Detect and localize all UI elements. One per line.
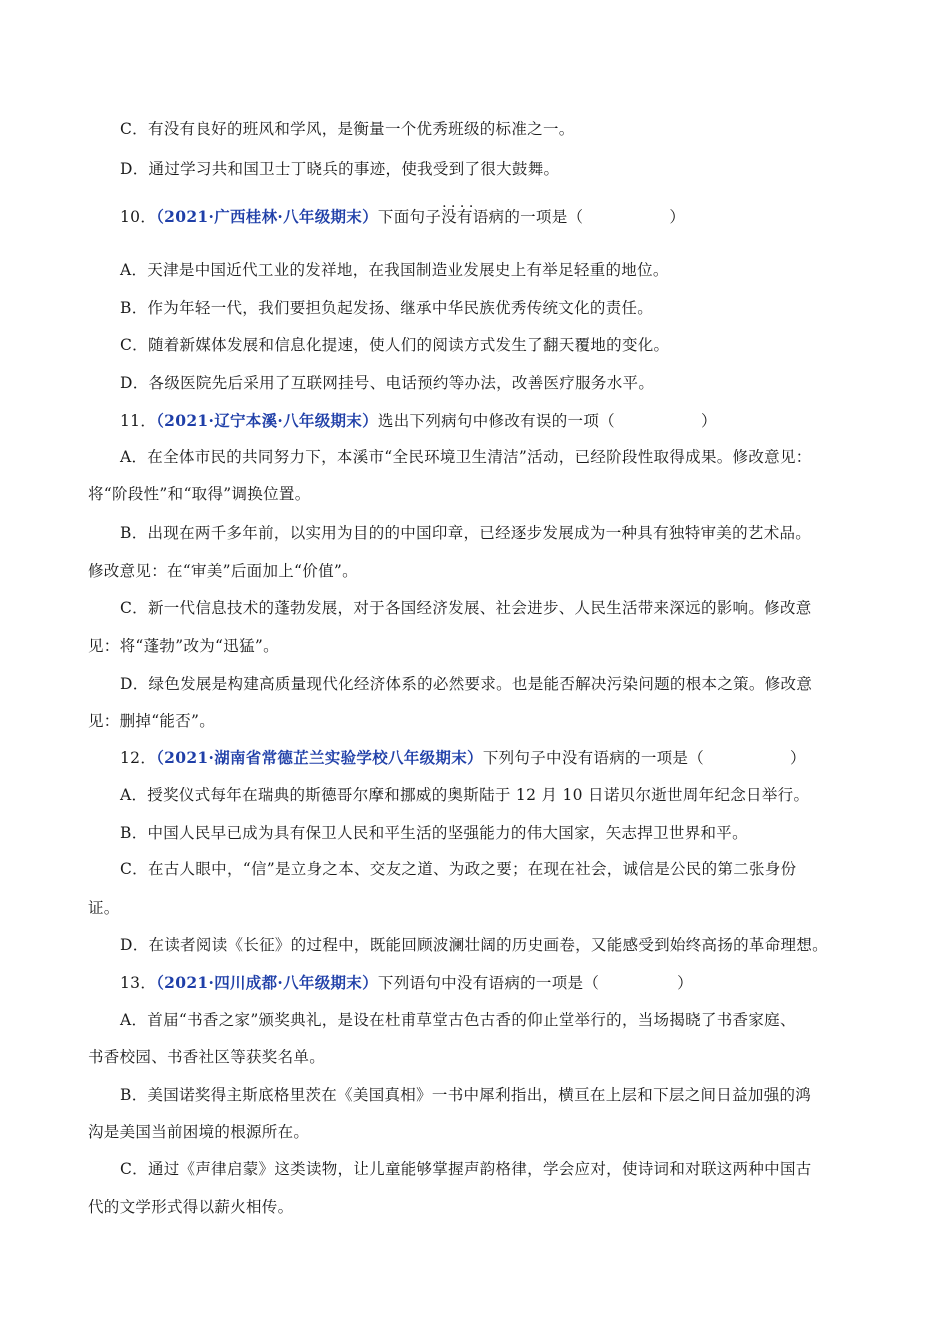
q13-option-c-line2: 代的文学形式得以薪火相传。 — [88, 1198, 294, 1216]
q11-option-b-line2: 修改意见：在“审美”后面加上“价值”。 — [88, 562, 358, 580]
q13-stem-text: 下列语句中没有语病的一项是（ — [377, 974, 600, 992]
q13-number: 13． — [120, 974, 157, 992]
q11-option-d-line1: D．绿色发展是构建高质量现代化经济体系的必然要求。也是能否解决污染问题的根本之策。修改意 — [120, 675, 813, 693]
q11-option-b-line1: B．出现在两千多年前，以实用为目的的中国印章，已经逐步发展成为一种具有独特审美的艺术品。 — [120, 524, 812, 542]
q12-option-d: D．在读者阅读《长征》的过程中，既能回顾波澜壮阔的历史画卷，又能感受到始终高扬的革命理想。 — [120, 936, 828, 954]
q13-stem — [120, 972, 864, 994]
q11-option-d-line2: 见：删掉“能否”。 — [88, 712, 216, 730]
q10-stem-emphasis: · · 没有语病 — [441, 208, 504, 226]
q13-option-a-line1: A．首届“书香之家”颁奖典礼，是设在杜甫草堂古色古香的仰止堂举行的，当场揭晓了书香家庭、 — [120, 1011, 796, 1029]
q10-close: ） — [669, 208, 686, 226]
q10-option-c: C．随着新媒体发展和信息化提速，使人们的阅读方式发生了翻天覆地的变化。 — [120, 336, 670, 354]
q10-stem — [120, 206, 864, 228]
q13-close: ） — [677, 974, 693, 992]
q11-number: 11． — [120, 412, 157, 430]
q13-option-b-line2: 沟是美国当前困境的根源所在。 — [88, 1123, 310, 1141]
q10-stem-post: 的一项是（ — [504, 208, 584, 226]
q11-source: （2021·辽宁本溪·八年级期末） — [156, 411, 378, 430]
q10-option-d: D．各级医院先后采用了互联网挂号、电话预约等办法，改善医疗服务水平。 — [120, 374, 655, 392]
q13-option-a-line2: 书香校园、书香社区等获奖名单。 — [88, 1048, 326, 1066]
q12-stem — [120, 747, 864, 769]
q9-option-d: D．通过学习共和国卫士丁晓兵的事迹，使我受到了很大鼓舞。 — [120, 160, 560, 178]
q10-stem-pre: 下面句子 — [377, 208, 442, 226]
q12-option-c-line2: 证。 — [88, 899, 120, 917]
q11-close: ） — [700, 412, 717, 430]
q11-option-a-line1: A．在全体市民的共同努力下，本溪市“全民环境卫生清洁”活动，已经阶段性取得成果。修改意见： — [120, 448, 812, 466]
q11-option-a-line2: 将“阶段性”和“取得”调换位置。 — [88, 485, 311, 503]
q12-number: 12． — [120, 749, 157, 767]
q10-number: 10． — [120, 208, 157, 226]
q11-stem-text: 选出下列病句中修改有误的一项（ — [377, 412, 615, 430]
q11-option-c-line1: C．新一代信息技术的蓬勃发展，对于各国经济发展、社会进步、人民生活带来深远的影响。修改意 — [120, 599, 812, 617]
q11-stem — [120, 410, 864, 432]
q12-close: ） — [790, 749, 806, 767]
q12-option-b: B．中国人民早已成为具有保卫人民和平生活的坚强能力的伟大国家，矢志捍卫世界和平。 — [120, 824, 748, 842]
q12-option-a: A．授奖仪式每年在瑞典的斯德哥尔摩和挪威的奥斯陆于 12 月 10 日诺贝尔逝世周年纪念日举行。 — [120, 786, 810, 804]
q12-source: （2021·湖南省常德芷兰实验学校八年级期末） — [156, 748, 483, 767]
q12-option-c-line1: C．在古人眼中，“信”是立身之本、交友之道、为政之要；在现在社会，诚信是公民的第二张身份 — [120, 860, 797, 878]
q11-option-c-line2: 见：将“蓬勃”改为“迅猛”。 — [88, 637, 279, 655]
q13-option-b-line1: B．美国诺奖得主斯底格里茨在《美国真相》一书中犀利指出，横亘在上层和下层之间日益加强的鸿 — [120, 1086, 812, 1104]
q13-option-c-line1: C．通过《声律启蒙》这类读物，让儿童能够掌握声韵格律，学会应对，使诗词和对联这两种中国古 — [120, 1160, 812, 1178]
q10-option-b: B．作为年轻一代，我们要担负起发扬、继承中华民族优秀传统文化的责任。 — [120, 299, 654, 317]
q13-source: （2021·四川成都·八年级期末） — [156, 973, 378, 992]
q12-stem-text: 下列句子中没有语病的一项是（ — [482, 749, 705, 767]
q10-source: （2021·广西桂林·八年级期末） — [156, 207, 378, 226]
q9-option-c: C．有没有良好的班风和学风，是衡量一个优秀班级的标准之一。 — [120, 120, 575, 138]
q10-option-a: A．天津是中国近代工业的发祥地，在我国制造业发展史上有举足轻重的地位。 — [120, 261, 669, 279]
